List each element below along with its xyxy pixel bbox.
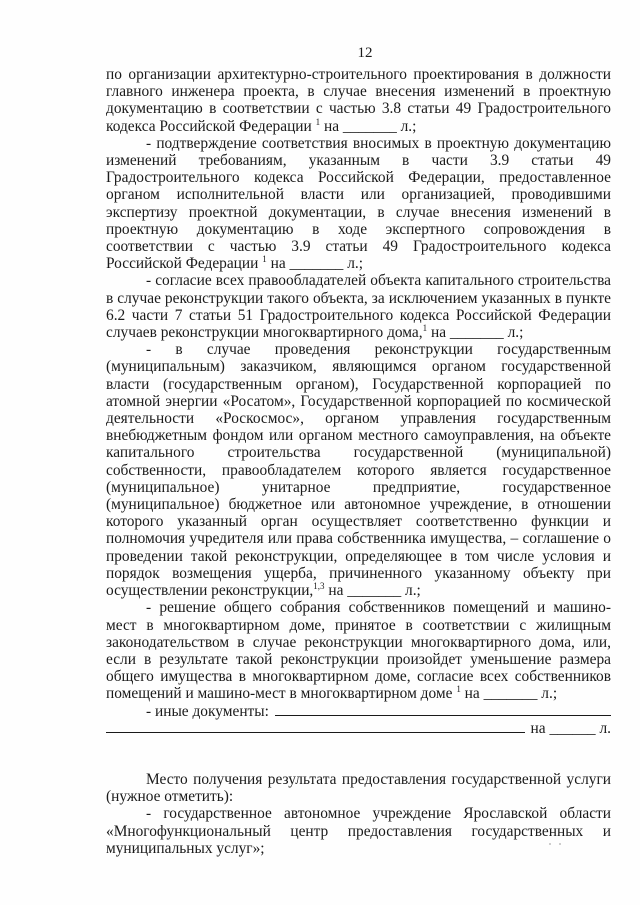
document-body (106, 66, 611, 857)
scan-speck (559, 843, 561, 845)
other-documents-tail: на ______ л. (530, 719, 611, 737)
paragraph-text: - подтверждение соответствия вносимых в проектную документацию изменений требованиям, указанным в части 3.9 статьи 49 Градостроительного кодекса Российской Федерации, предоставленное органом исполнительной власти или организацией, проводившими экспертизу проектной документации, в случае внесения изменений в проектную документацию в ходе экспертного сопровождения в соответствии с частью 3.9 статьи 49 Градостроительного кодекса Российской Федерации (106, 134, 611, 273)
paragraph-tail: на _______ л.; (460, 685, 558, 703)
footnote-ref: 1 (315, 116, 321, 127)
paragraph-text: по организации архитектурно-строительного проектирования в должности главного инженера проекта, в случае внесения изменений в проектную документацию в соответствии с частью 3.8 статьи 49 Градостроительного кодекса Российской Федерации (106, 66, 611, 135)
other-documents-blank-2[interactable] (106, 720, 525, 733)
footnote-ref: 1,3 (313, 580, 325, 591)
footnote-ref: 1 (422, 322, 428, 333)
other-documents-line-2 (106, 720, 611, 737)
paragraph-compliance-confirmation (106, 135, 611, 273)
paragraph-text: - согласие всех правообладателей объекта капитального строительства в случае реконструкции такого объекта, за исключением указанных в пункте 6.2 части 7 статьи 51 Градостроительного кодекса Российской Федерации случаев реконструкции многоквартирного дома, (106, 272, 611, 342)
page-number: 12 (357, 45, 373, 61)
other-documents-label: - иные документы: (146, 702, 269, 720)
scan-speck (549, 843, 551, 845)
footnote-ref: 1 (262, 254, 267, 265)
paragraph-owners-consent (106, 272, 611, 341)
paragraph-tail: на _______ л.; (427, 324, 524, 342)
receipt-heading: Место получения результата предоставления государственной услуги (нужное отметить): (106, 770, 611, 806)
paragraph-chief-engineer-notice (106, 66, 611, 135)
paragraph-general-meeting-decision (106, 599, 611, 702)
paragraph-tail: на _______ л.; (266, 255, 364, 273)
other-documents-blank[interactable] (275, 703, 611, 716)
receipt-option-mfc[interactable]: - государственное автономное учреждение Ярославской области «Многофункциональный центр предоставления государственных и муниципальных услуг»; (106, 805, 611, 857)
spacer (106, 737, 611, 771)
other-documents-line (106, 703, 611, 720)
footnote-ref: 1 (456, 684, 461, 695)
paragraph-tail: на _______ л.; (324, 582, 421, 600)
paragraph-text: - решение общего собрания собственников помещений и машино-мест в многоквартирном доме, принятое в соответствии с жилищным законодательством в случае реконструкции многоквартирного дома, или, если в результате такой реконструкции произойдет уменьшение размера общего имущества в многоквартирном доме, согласие всех собственников помещений и машино-мест в многоквартирном доме (106, 599, 611, 703)
paragraph-tail: на _______ л.; (320, 117, 417, 135)
paragraph-reconstruction-agreement (106, 341, 611, 599)
paragraph-text: - в случае проведения реконструкции государственным (муниципальным) заказчиком, являющимся органом государственной власти (государственным органом), Государственной корпорацией по атомной энергии «Росатом», Государственной корпорацией по космической деятельности «Роскосмос», органом управления государственным внебюджетным фондом или органом местного самоуправления, на объекте капитального строительства государственной (муниципальной) собственности, правообладателем которого является государственное (муниципальное) унитарное предприятие, государственное (муниципальное) бюджетное или автономное учреждение, в отношении которого указанный орган осуществляет соответственно функции и полномочия учредителя или права собственника имущества, – соглашение о проведении такой реконструкции, определяющее в том числе условия и порядок возмещения ущерба, причиненного указанному объекту при осуществлении реконструкции, (106, 341, 611, 600)
